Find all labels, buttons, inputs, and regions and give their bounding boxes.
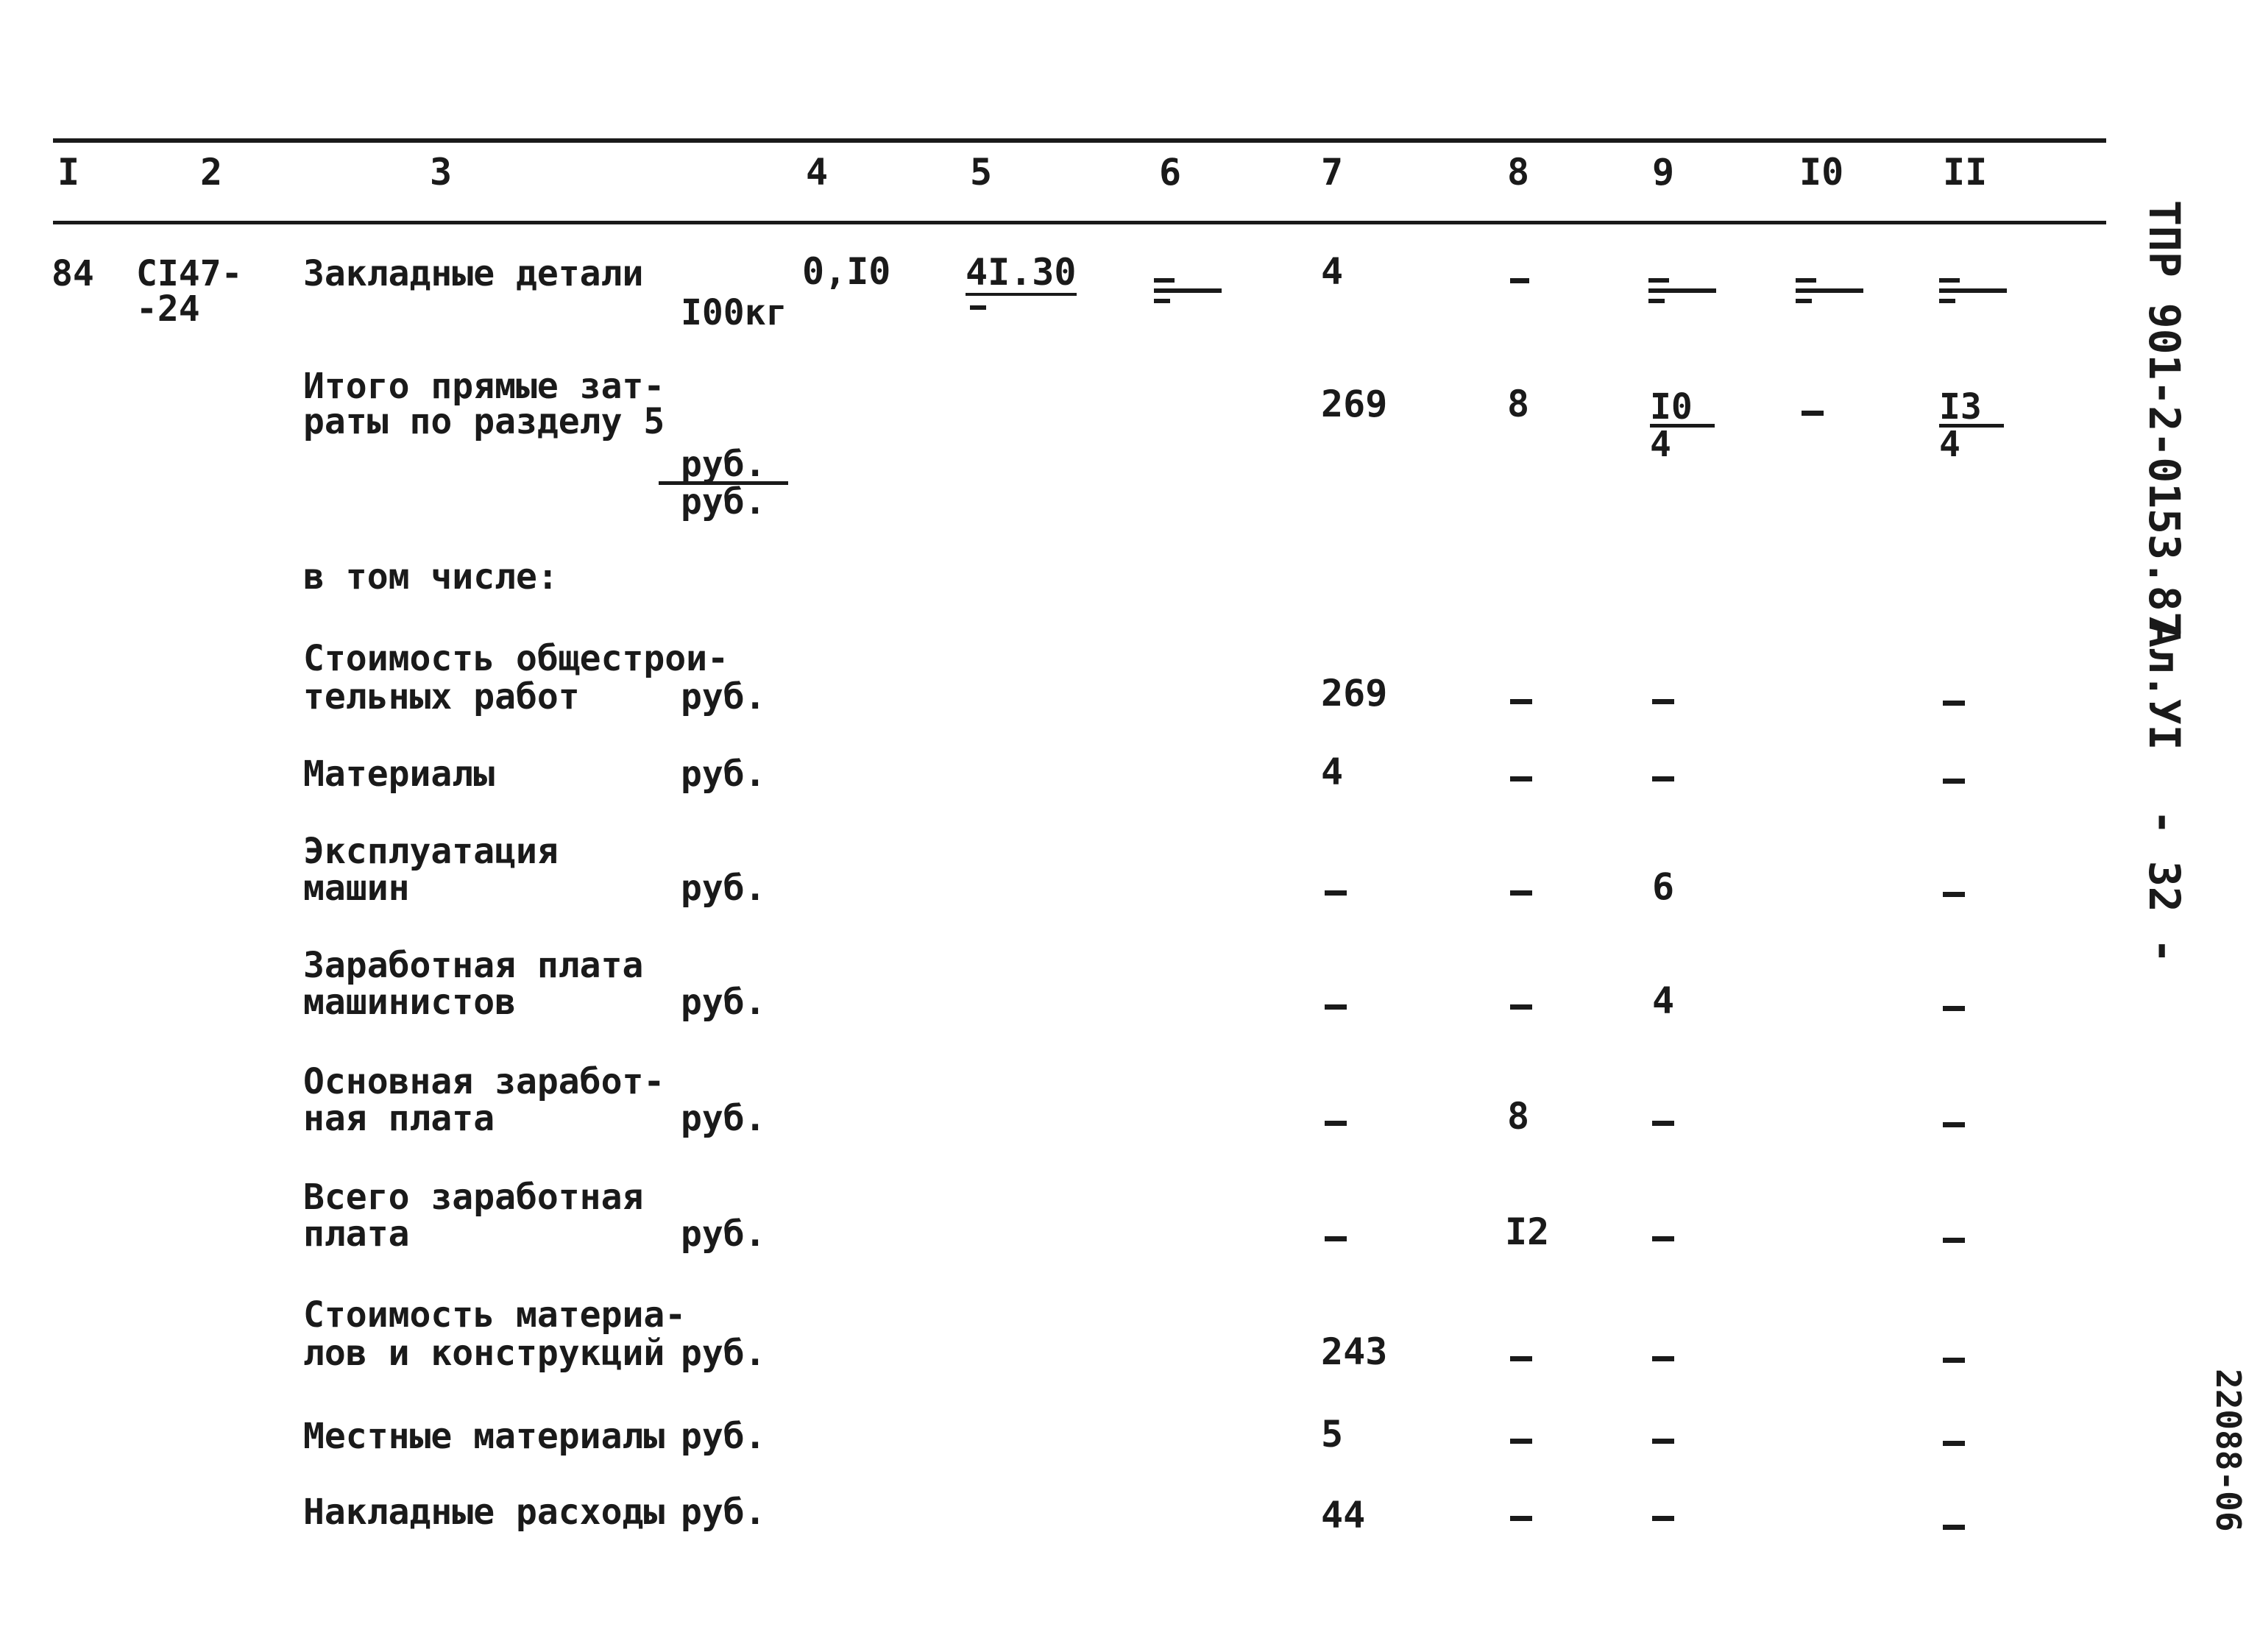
row-col7-value: 4 — [1321, 751, 1344, 793]
row-label-line2: машин — [303, 868, 410, 909]
row-label-line2: тельных работ — [303, 676, 580, 717]
row-label-line1: Эксплуатация — [303, 831, 559, 872]
row-col7-value: 5 — [1321, 1413, 1344, 1456]
entry-col5-dash — [970, 305, 986, 310]
row-col8-dash — [1510, 1356, 1532, 1361]
row-label-line2: лов и конструкций — [303, 1333, 665, 1374]
entry-col8-dash — [1510, 278, 1529, 283]
row-label-line1: Стоимость общестрои- — [303, 638, 729, 679]
total-label-line1: Итого прямые зат- — [303, 366, 665, 407]
row-col8-dash — [1510, 699, 1532, 704]
row-label-line1: Заработная плата — [303, 945, 644, 986]
row-col7-dash — [1325, 890, 1347, 896]
row-col11-dash — [1943, 701, 1965, 706]
entry-col4-value: 0,I0 — [802, 250, 891, 293]
row-col11-dash — [1943, 1358, 1965, 1363]
entry-col6-double-dash — [1154, 272, 1222, 305]
row-unit: руб. — [681, 676, 766, 717]
total-unit-fraction — [659, 444, 788, 522]
row-col11-dash — [1943, 1122, 1965, 1127]
row-label-line1: Материалы — [303, 754, 495, 795]
row-col9-dash — [1652, 1439, 1674, 1444]
row-unit: руб. — [681, 1416, 766, 1457]
row-col11-dash — [1943, 1238, 1965, 1243]
row-col11-dash — [1943, 1441, 1965, 1446]
row-col8-dash — [1510, 1004, 1532, 1010]
row-unit: руб. — [681, 1098, 766, 1139]
row-col8-dash — [1510, 890, 1532, 896]
row-col8-dash — [1510, 1516, 1532, 1521]
row-col8-dash — [1510, 1439, 1532, 1444]
table-header-rule — [53, 221, 2106, 224]
entry-unit: I00кг — [681, 292, 787, 333]
total-col11-numerator: I3 — [1939, 390, 2004, 428]
column-header-4: 4 — [806, 151, 829, 194]
row-label-line1: Местные материалы — [303, 1416, 665, 1457]
entry-col10-double-dash — [1796, 272, 1863, 305]
row-col11-dash — [1943, 779, 1965, 784]
row-label-line1: Стоимость материа- — [303, 1294, 687, 1336]
row-col7-value: 44 — [1321, 1494, 1366, 1536]
row-col9-dash — [1652, 776, 1674, 781]
margin-doc-code: ТПР 901-2-0153.87 — [2139, 200, 2189, 637]
row-col9-dash — [1652, 1236, 1674, 1241]
row-unit: руб. — [681, 1333, 766, 1374]
total-col11-denominator: 4 — [1939, 424, 1960, 465]
entry-col11-double-dash — [1939, 272, 2007, 305]
row-col8-value: 8 — [1507, 1095, 1530, 1138]
total-label-line2: раты по разделу 5 — [303, 401, 665, 442]
row-col9-dash — [1652, 1356, 1674, 1361]
column-header-8: 8 — [1507, 151, 1530, 194]
column-header-11: II — [1943, 151, 1988, 194]
row-col7-dash — [1325, 1236, 1347, 1241]
row-col7-dash — [1325, 1004, 1347, 1010]
total-col11-fraction — [1939, 386, 2004, 465]
total-unit-denominator: руб. — [681, 481, 766, 522]
column-header-2: 2 — [200, 151, 223, 194]
row-unit: руб. — [681, 868, 766, 909]
column-header-7: 7 — [1321, 151, 1344, 194]
row-unit: руб. — [681, 754, 766, 795]
row-unit: руб. — [681, 1492, 766, 1533]
entry-code-line1: CI47- — [136, 253, 243, 294]
row-col9-value: 6 — [1652, 865, 1675, 908]
row-col11-dash — [1943, 892, 1965, 897]
total-col10-dash — [1802, 411, 1824, 416]
row-col8-dash — [1510, 776, 1532, 781]
margin-inventory-number: 22088-06 — [2208, 1369, 2248, 1532]
entry-name: Закладные детали — [303, 253, 644, 294]
column-header-9: 9 — [1652, 151, 1675, 194]
column-header-5: 5 — [970, 151, 993, 194]
total-col9-fraction — [1650, 386, 1715, 465]
total-col9-denominator: 4 — [1650, 424, 1671, 465]
column-header-6: 6 — [1159, 151, 1182, 194]
row-col9-dash — [1652, 1516, 1674, 1521]
row-label-line1: Накладные расходы — [303, 1492, 665, 1533]
row-col9-dash — [1652, 699, 1674, 704]
row-label-line1: Всего заработная — [303, 1177, 644, 1218]
column-header-1: I — [57, 151, 80, 194]
row-unit: руб. — [681, 982, 766, 1023]
total-col7-value: 269 — [1321, 383, 1388, 425]
entry-col5-value: 4I.30 — [966, 252, 1077, 296]
row-label-line2: плата — [303, 1213, 410, 1255]
entry-col7-value: 4 — [1321, 250, 1344, 293]
row-col8-value: I2 — [1505, 1210, 1550, 1253]
row-col7-value: 269 — [1321, 672, 1388, 715]
row-col7-dash — [1325, 1121, 1347, 1126]
row-col9-value: 4 — [1652, 979, 1675, 1022]
column-header-10: I0 — [1799, 151, 1844, 194]
entry-number: 84 — [52, 253, 94, 294]
margin-album: Ал.УI — [2139, 622, 2189, 751]
row-unit: руб. — [681, 1213, 766, 1255]
row-col11-dash — [1943, 1006, 1965, 1011]
total-col9-numerator: I0 — [1650, 390, 1715, 428]
table-top-rule — [53, 138, 2106, 143]
row-label-line2: машинистов — [303, 982, 516, 1023]
margin-page-number: - 32 - — [2139, 809, 2189, 964]
including-label: в том числе: — [303, 556, 559, 598]
row-col7-value: 243 — [1321, 1330, 1388, 1373]
entry-code-line2: -24 — [136, 288, 200, 330]
row-label-line2: ная плата — [303, 1098, 495, 1139]
row-col9-dash — [1652, 1121, 1674, 1126]
row-col11-dash — [1943, 1525, 1965, 1530]
row-label-line1: Основная заработ- — [303, 1061, 665, 1102]
total-unit-numerator: руб. — [659, 447, 788, 485]
total-col8-value: 8 — [1507, 383, 1530, 425]
entry-col9-double-dash — [1648, 272, 1716, 305]
column-header-3: 3 — [430, 151, 453, 194]
